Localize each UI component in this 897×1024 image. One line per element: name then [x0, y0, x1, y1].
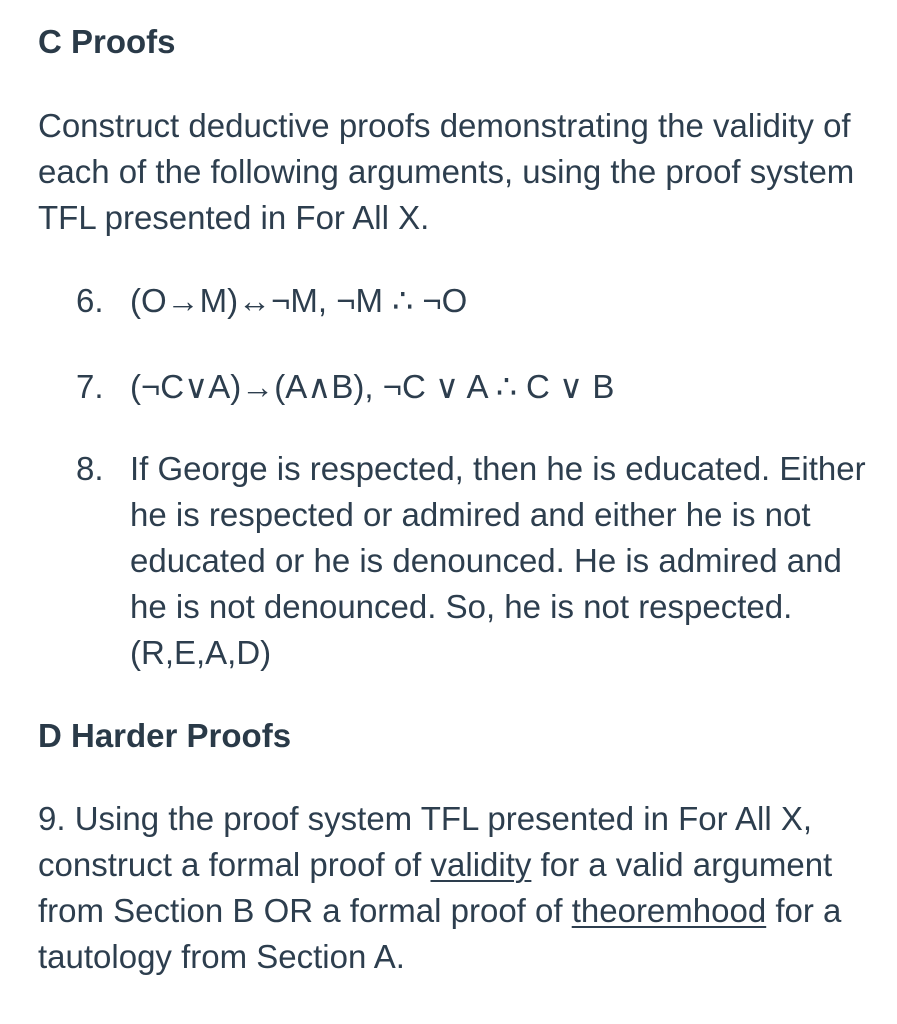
exercise-item-7: [76, 364, 870, 410]
exercise-number: 6.: [76, 282, 104, 319]
section-c-instructions: Construct deductive proofs demonstrating the validity of each of the following arguments, using the proof system TFL presented in For All X.: [38, 107, 855, 236]
exercise-number: 7.: [76, 368, 104, 405]
section-c-heading: C Proofs: [38, 23, 176, 60]
q9-text-part: for a valid argument from Section B OR a formal proof of: [38, 846, 833, 929]
theoremhood-underlined-term: theoremhood: [571, 892, 767, 929]
validity-underlined-term: validity: [430, 846, 532, 883]
section-d-heading: D Harder Proofs: [38, 717, 292, 754]
exercise-item-6: [76, 278, 870, 324]
exercise-number: 8.: [76, 450, 104, 487]
q9-text-part: for a tautology from Section A.: [38, 892, 842, 975]
exercise-text: (O→M)↔¬M, ¬M ∴ ¬O: [130, 282, 468, 319]
question-9-text: [38, 796, 868, 980]
exercise-text: (¬C∨A)→(A∧B), ¬C ∨ A ∴ C ∨ B: [130, 368, 615, 405]
exercise-item-8: [76, 446, 870, 676]
exercise-text: If George is respected, then he is educated. Either he is respected or admired and either he is not educated or he is denounced. He is admired and he is not denounced. So, he is not respected. (R,E,A,D): [130, 450, 866, 671]
q9-text-part: 9. Using the proof system TFL presented in For All X, construct a formal proof of: [38, 800, 813, 883]
